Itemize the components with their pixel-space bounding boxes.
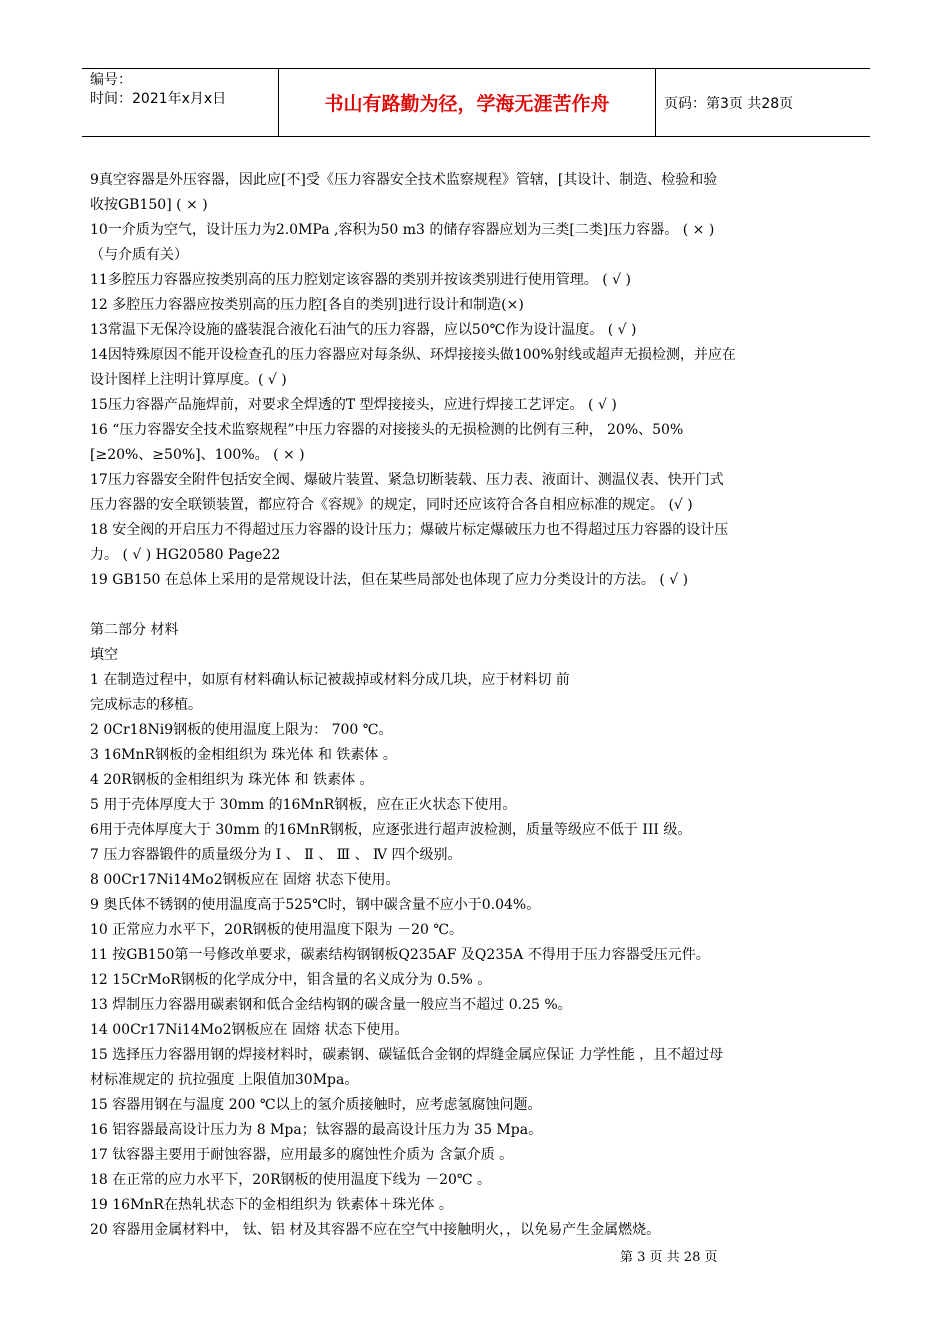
text-line: 7 压力容器锻件的质量级分为 Ⅰ 、 Ⅱ 、 Ⅲ 、 Ⅳ 四个级别。 — [90, 847, 462, 863]
text-line: 完成标志的移植。 — [90, 697, 202, 713]
part1-true-false — [90, 168, 860, 593]
text-line: 11多腔压力容器应按类别高的压力腔划定该容器的类别并按该类别进行使用管理。 ( √ ) — [90, 272, 632, 288]
text-line: 2 0Cr18Ni9钢板的使用温度上限为： 700 ℃。 — [90, 722, 393, 738]
text-line: 13常温下无保冷设施的盛装混合液化石油气的压力容器，应以50℃作为设计温度。 ( √ ) — [90, 322, 637, 338]
number-label: 编号： — [90, 72, 132, 88]
text-line: 4 20R钢板的金相组织为 珠光体 和 铁素体 。 — [90, 772, 374, 788]
text-line: 10 正常应力水平下，20R钢板的使用温度下限为 －20 ℃。 — [90, 922, 463, 938]
text-line: 3 16MnR钢板的金相组织为 珠光体 和 铁素体 。 — [90, 747, 397, 763]
text-line: 5 用于壳体厚度大于 30mm 的16MnR钢板，应在正火状态下使用。 — [90, 797, 517, 813]
text-line: 压力容器的安全联锁装置，都应符合《容规》的规定，同时还应该符合各自相应标准的规定。 (√ ) — [90, 497, 693, 513]
text-line: 第二部分 材料 — [90, 622, 179, 638]
header-page-info: 页码：第3页 共28页 — [664, 95, 794, 112]
text-line: 19 GB150 在总体上采用的是常规设计法，但在某些局部处也体现了应力分类设计的方法。 ( √ ) — [90, 572, 689, 588]
page-header — [82, 68, 870, 137]
text-line: 17 钛容器主要用于耐蚀容器，应用最多的腐蚀性介质为 含氯介质 。 — [90, 1147, 514, 1163]
text-line: 13 焊制压力容器用碳素钢和低合金结构钢的碳含量一般应当不超过 0.25 %。 — [90, 997, 572, 1013]
text-line: 8 00Cr17Ni14Mo2钢板应在 固熔 状态下使用。 — [90, 872, 400, 888]
text-line: 15压力容器产品施焊前，对要求全焊透的T 型焊接接头，应进行焊接工艺评定。 ( √ ) — [90, 397, 617, 413]
text-line: 9真空容器是外压容器，因此应[不]受《压力容器安全技术监察规程》管辖，[其设计、制造、检验和验 — [90, 172, 718, 188]
text-line: （与介质有关） — [90, 247, 188, 263]
text-line: 设计图样上注明计算厚度。( √ ) — [90, 372, 287, 388]
text-line: 9 奥氏体不锈钢的使用温度高于525℃时，钢中碳含量不应小于0.04%。 — [90, 897, 541, 913]
time-label: 时间：2021年x月x日 — [90, 91, 227, 107]
text-line: 14因特殊原因不能开设检查孔的压力容器应对每条纵、环焊接接头做100%射线或超声无损检测，并应在 — [90, 347, 736, 363]
text-line: 填空 — [90, 647, 118, 663]
text-line: 10一介质为空气，设计压力为2.0MPa ,容积为50 m3 的储存容器应划为三类[二类]压力容器。 ( × ) — [90, 222, 715, 238]
text-line: 力。 ( √ ) HG20580 Page22 — [90, 547, 281, 563]
header-motto: 书山有路勤为径，学海无涯苦作舟 — [278, 69, 656, 136]
text-line: 11 按GB150第一号修改单要求，碳素结构钢钢板Q235AF 及Q235A 不得用于压力容器受压元件。 — [90, 947, 710, 963]
text-line: 12 15CrMoR钢板的化学成分中，钼含量的名义成分为 0.5% 。 — [90, 972, 492, 988]
text-line: 16 铝容器最高设计压力为 8 Mpa；钛容器的最高设计压力为 35 Mpa。 — [90, 1122, 543, 1138]
text-line: 收按GB150] ( × ) — [90, 197, 208, 213]
text-line: 16 “压力容器安全技术监察规程”中压力容器的对接接头的无损检测的比例有三种， 20%、50% — [90, 422, 684, 438]
header-meta — [82, 69, 278, 136]
text-line: 20 容器用金属材料中， 钛、铝 材及其容器不应在空气中接触明火，，以免易产生金属燃烧。 — [90, 1222, 661, 1238]
text-line: 17压力容器安全附件包括安全阀、爆破片装置、紧急切断装载、压力表、液面计、测温仪表、快开门式 — [90, 472, 724, 488]
text-line: 18 安全阀的开启压力不得超过压力容器的设计压力；爆破片标定爆破压力也不得超过压力容器的设计压 — [90, 522, 729, 538]
text-line: 12 多腔压力容器应按类别高的压力腔[各自的类别]进行设计和制造(×) — [90, 297, 524, 313]
text-line: 14 00Cr17Ni14Mo2钢板应在 固熔 状态下使用。 — [90, 1022, 409, 1038]
text-line: [≥20%、≥50%]、100%。 ( × ) — [90, 447, 305, 463]
text-line: 15 容器用钢在与温度 200 ℃以上的氢介质接触时，应考虑氢腐蚀问题。 — [90, 1097, 542, 1113]
text-line: 18 在正常的应力水平下，20R钢板的使用温度下线为 －20℃ 。 — [90, 1172, 491, 1188]
text-line: 15 选择压力容器用钢的焊接材料时，碳素钢、碳锰低合金钢的焊缝金属应保证 力学性能 ，且不超过母 — [90, 1047, 724, 1063]
part2-materials — [90, 618, 860, 1243]
section-gap — [90, 593, 860, 618]
document-body — [90, 168, 860, 1243]
text-line: 19 16MnR在热轧状态下的金相组织为 铁素体＋珠光体 。 — [90, 1197, 453, 1213]
text-line: 6用于壳体厚度大于 30mm 的16MnR钢板，应逐张进行超声波检测，质量等级应不低于 III 级。 — [90, 822, 692, 838]
page-footer: 第 3 页 共 28 页 — [620, 1250, 718, 1265]
text-line: 1 在制造过程中，如原有材料确认标记被裁掉或材料分成几块，应于材料切 前 — [90, 672, 570, 688]
text-line: 材标准规定的 抗拉强度 上限值加30Mpa。 — [90, 1072, 359, 1088]
